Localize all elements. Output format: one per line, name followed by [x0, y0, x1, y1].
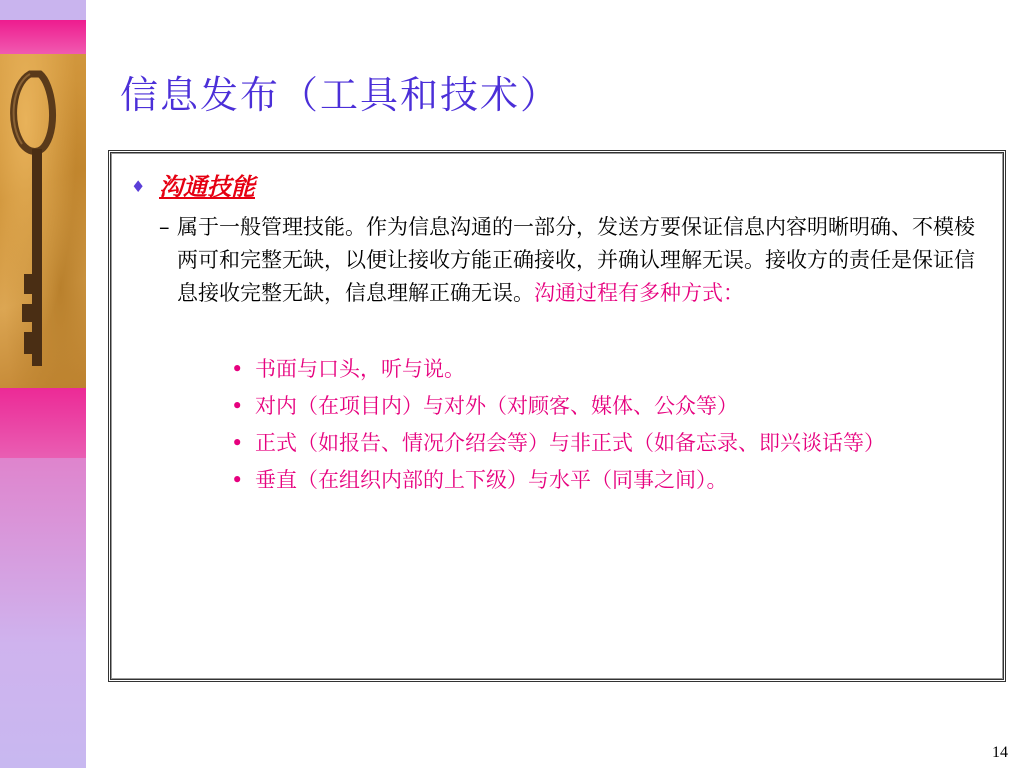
decor-pink-band-mid: [0, 388, 86, 458]
paragraph-lead: 属于一般管理技能。作为信息沟通的一部分，发送方要保证信息内容明晰明确、不模棱两可和完整无缺，以便让接收方能正确接收，并确认理解无误。接收方的责任是保证信息接收完整无缺，信息理解正确无误。: [177, 215, 975, 305]
bullet-dot-icon: •: [231, 431, 244, 455]
slide-title: 信息发布（工具和技术）: [120, 73, 561, 117]
decor-lavender-gradient: [0, 458, 86, 768]
bullet-dot-icon: •: [231, 357, 244, 381]
bullet-dot-icon: •: [231, 468, 244, 492]
list-item: • 正式（如报告、情况介绍会等）与非正式（如备忘录、即兴谈话等）: [231, 427, 1001, 460]
heading-communication-skills: 沟通技能: [159, 172, 255, 201]
list-item: • 书面与口头，听与说。: [231, 353, 1001, 386]
diamond-icon: ♦: [131, 177, 146, 196]
list-item: • 对内（在项目内）与对外（对顾客、媒体、公众等）: [231, 390, 1001, 423]
content-box: [108, 150, 1006, 682]
dash-bullet: –: [159, 215, 170, 239]
list-item: • 垂直（在组织内部的上下级）与水平（同事之间）。: [231, 464, 1001, 497]
level2-paragraph: [159, 211, 977, 310]
paragraph-emphasis: 沟通过程有多种方式：: [534, 281, 744, 305]
bullet-dot-icon: •: [231, 394, 244, 418]
decor-pink-band-top: [0, 20, 86, 54]
level3-list: [231, 353, 1001, 501]
page-number: 14: [992, 744, 1008, 761]
key-icon: [0, 54, 86, 388]
level1-bullet: [131, 167, 255, 202]
